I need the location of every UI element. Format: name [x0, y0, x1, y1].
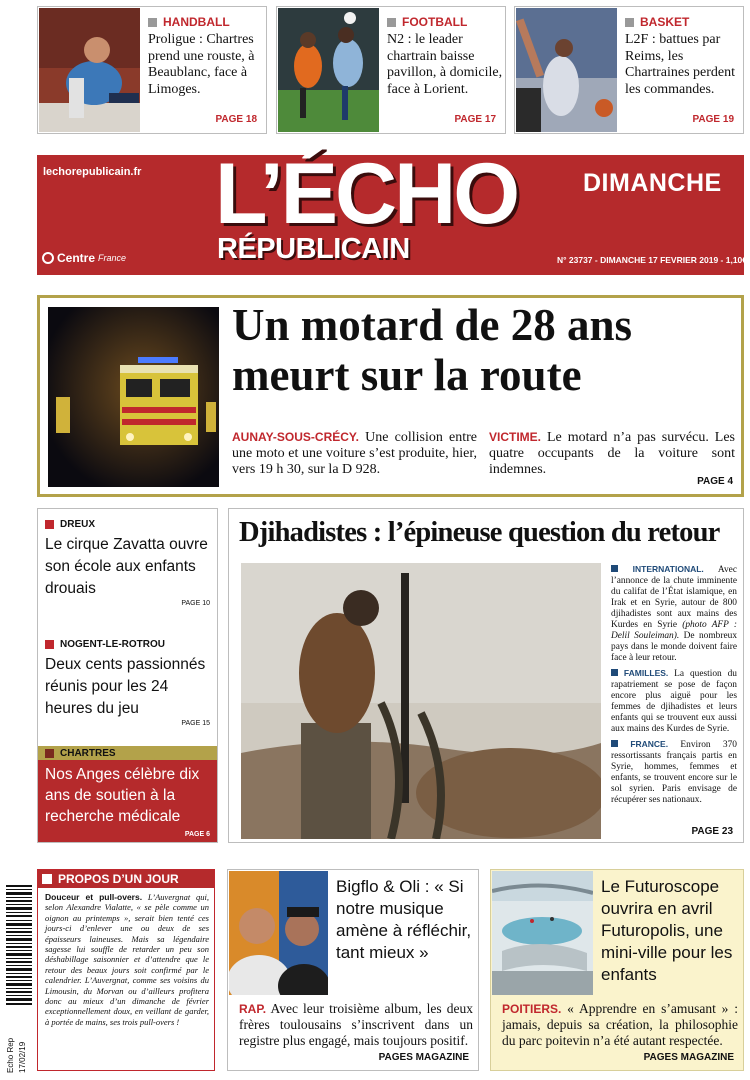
futuro-headline: Le Futuroscope ouvrira en avril Futuropolis, une mini-ville pour les enfants	[601, 877, 733, 984]
bigflo-photo	[229, 871, 328, 995]
brief-nogent[interactable]: NOGENT-LE-ROTROU Deux cents passionnés réunis pour les 24 heures du jeu PAGE 15	[38, 639, 217, 727]
page-ref: PAGE 18	[215, 114, 257, 125]
group-logo: Centre France	[42, 251, 126, 265]
lead-col-1: AUNAY-SOUS-CRÉCY. Une collision entre une moto et une voiture s’est produite, hier, vers 19 h 30, sur la D 928.	[232, 430, 477, 477]
barcode	[6, 885, 32, 1075]
briefs-column	[37, 508, 218, 843]
handball-photo	[39, 8, 140, 132]
bigflo-story[interactable]	[227, 869, 479, 1071]
page-ref: PAGE 23	[691, 826, 733, 837]
barcode-date: 17/02/19	[18, 1041, 27, 1073]
brief-chartres[interactable]: CHARTRES Nos Anges célèbre dix ans de soutien à la recherche médicale PAGE 6	[38, 746, 217, 842]
teaser-basket[interactable]	[514, 6, 744, 134]
futuro-text: POITIERS. « Apprendre en s’amusant » : jamais, depuis sa création, la philosophie du parc poitevin n’a été autant respectée.	[502, 1001, 738, 1048]
lead-photo	[48, 307, 219, 487]
brief-text: Nos Anges célèbre dix ans de soutien à la recherche médicale	[45, 766, 200, 825]
lead-headline: Un motard de 28 ans meurt sur la route	[232, 300, 633, 400]
teaser-text: N2 : le leader chartrain baisse pavillon, à domicile, face à Lorient.	[387, 32, 503, 97]
page-ref: PAGES MAGAZINE	[643, 1052, 734, 1063]
teaser-text: Proligue : Chartres prend une rouste, à Beaublanc, face à Limoges.	[148, 32, 255, 97]
teaser-kicker: FOOTBALL	[387, 15, 467, 29]
page-ref: PAGE 19	[692, 114, 734, 125]
website-url[interactable]: lechorepublicain.fr	[43, 166, 142, 178]
edition-day: DIMANCHE	[583, 169, 722, 197]
teaser-kicker: BASKET	[625, 15, 689, 29]
masthead-subtitle: RÉPUBLICAIN	[217, 233, 410, 265]
bigflo-headline: Bigflo & Oli : « Si notre musique amène à réfléchir, tant mieux »	[336, 877, 472, 962]
lead-story[interactable]	[37, 295, 744, 497]
page-ref: PAGE 17	[454, 114, 496, 125]
page-ref: PAGE 10	[181, 600, 210, 607]
brief-text: Le cirque Zavatta ouvre son école aux enfants drouais	[45, 536, 208, 597]
teaser-football[interactable]	[276, 6, 506, 134]
page-ref: PAGE 15	[181, 720, 210, 727]
brief-text: Deux cents passionnés réunis pour les 24 heures du jeu	[45, 656, 206, 717]
basket-photo	[516, 8, 617, 132]
page-ref: PAGES MAGAZINE	[378, 1052, 469, 1063]
propos-title: PROPOS D’UN JOUR	[38, 870, 214, 888]
teaser-handball[interactable]	[37, 6, 267, 134]
masthead-title: L’ÉCHO	[215, 146, 518, 242]
lead-col-2: VICTIME. Le motard n’a pas survécu. Les quatre occupants de la voiture sont indemnes.	[489, 430, 735, 477]
issue-info: N° 23737 - DIMANCHE 17 FEVRIER 2019 - 1,10€	[557, 255, 748, 265]
futuro-photo	[492, 871, 593, 995]
centre-france-icon	[42, 252, 54, 264]
barcode-icon	[6, 885, 32, 1005]
football-photo	[278, 8, 379, 132]
barcode-label: Echo Rep	[6, 1037, 15, 1073]
page-ref: PAGE 4	[697, 476, 733, 487]
propos-box[interactable]	[37, 869, 215, 1071]
djihad-photo	[241, 563, 601, 839]
bigflo-text: RAP. Avec leur troisième album, les deux frères toulousains s’inscrivent dans un registre plus engagé, mais toujours positif.	[239, 1001, 474, 1048]
teaser-text: L2F : battues par Reims, les Chartraines perdent les commandes.	[625, 32, 736, 97]
futuro-story[interactable]	[490, 869, 744, 1071]
teaser-kicker: HANDBALL	[148, 15, 230, 29]
djihad-headline: Djihadistes : l’épineuse question du retour	[239, 517, 720, 548]
page-ref: PAGE 6	[184, 831, 210, 838]
propos-text: Douceur et pull-overs. L’Auvergnat qui, selon Alexandre Vialatte, « se pèle comme un oignon au printemps », serait bien tenté ces jours-ci d’enlever une ou deux de ses épaisseurs laineuses. Mais sa légendaire sagesse lui souffle de retarder un peu son déshabillage saisonnier et d’attendre que le retour des beaux jours soit confirmé par le calendrier. L’Auvergnat, comme ses voisins du Limousin, du Morvan ou d’ailleurs profitera donc au mieux d’un dimanche de février exceptionnellement doux, en veillant de garder, à portée de mains, ses trois pull-overs !	[45, 892, 209, 1027]
brief-dreux[interactable]: DREUX Le cirque Zavatta ouvre son école aux enfants drouais PAGE 10	[38, 519, 217, 607]
masthead	[37, 146, 748, 275]
djihad-story[interactable]	[228, 508, 744, 843]
djihad-text: INTERNATIONAL. Avec l’annonce de la chute imminente du califat de l’État islamique, en Irak et en Syrie, autour de 800 djihadistes sont aux mains des Kurdes en Syrie (photo AFP : Delil Souleiman). De nombreux pays dans le monde doivent faire face à leur retour. FAMILLES. La question du rapatriement se pose de façon encore plus aiguë pour les femmes de djihadistes et leurs enfants qui se trouvent eux aussi aux mains des Kurdes de Syrie. FRANCE. Environ 370 ressortissants français partis en Syrie, hommes, femmes et enfants, se trouvent encore sur le sol syrien. Paris envisage de récupérer ses nationaux.	[611, 564, 738, 805]
